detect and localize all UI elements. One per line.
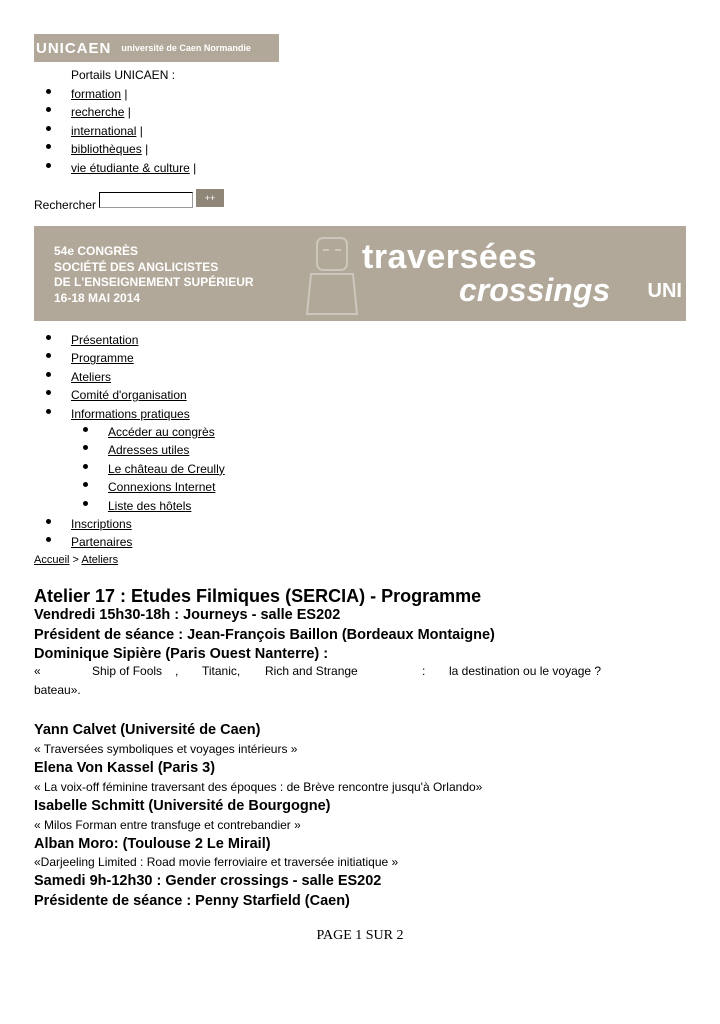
talk-title: « La voix-off féminine traversant des époques : de Brève rencontre jusqu'à Orlando» [34,780,483,794]
portal-item: bibliothèques | [57,140,196,158]
speaker-name: Elena Von Kassel (Paris 3) [34,760,216,776]
logo-text: université de Caen Normandie [121,43,251,53]
subnav-item [94,497,225,515]
portals-list [57,85,196,177]
subnav-link-hotels[interactable]: Liste des hôtels [108,498,192,513]
portal-link-formation[interactable]: formation [71,87,122,101]
congress-banner [34,226,686,321]
nav-link-presentation[interactable]: Présentation [71,333,139,347]
nav-link-inscriptions[interactable]: Inscriptions [71,517,132,531]
nav-link-comite[interactable]: Comité d'organisation [71,388,187,403]
speaker-name: Isabelle Schmitt (Université de Bourgogne) [34,798,331,814]
speaker-name: Alban Moro: (Toulouse 2 Le Mirail) [34,836,271,852]
search-input[interactable] [99,192,193,208]
search-label: Rechercher [34,198,97,212]
nav-link-informations[interactable]: Informations pratiques [71,406,190,421]
nav-item [57,405,190,423]
nav-item [57,368,190,386]
subnav-item [94,478,225,496]
breadcrumb-home[interactable]: Accueil [34,554,70,566]
subnav-link-connexions[interactable]: Connexions Internet [108,480,216,495]
nav-link-partenaires[interactable]: Partenaires [71,535,133,550]
portal-link-vie-etudiante[interactable]: vie étudiante & culture [71,160,190,175]
nav-item [57,533,132,551]
nav-item [57,515,132,533]
nav-item [57,386,190,404]
portals-label: Portails UNICAEN : [71,68,176,82]
session-president: Présidente de séance : Penny Starfield (Caen) [34,893,350,909]
session-heading: Samedi 9h-12h30 : Gender crossings - salle ES202 [34,873,382,889]
logo-mark: UNICAEN [36,39,112,57]
breadcrumb-ateliers[interactable]: Ateliers [81,554,119,566]
search-form [34,190,224,212]
subnav-link-acceder[interactable]: Accéder au congrès [108,425,215,439]
search-button[interactable]: ++ [196,189,224,207]
portal-item: vie étudiante & culture | [57,159,196,177]
speaker-name: Yann Calvet (Université de Caen) [34,722,261,738]
main-nav [57,331,190,423]
subnav-item [94,423,225,441]
session-president: Président de séance : Jean-François Baillon (Bordeaux Montaigne) [34,627,495,643]
unicaen-logo[interactable] [34,34,279,62]
session-heading: Vendredi 15h30-18h : Journeys - salle ES202 [34,607,341,623]
breadcrumb: Accueil > Ateliers [34,554,119,566]
talk-title: « Traversées symboliques et voyages intérieurs » [34,742,298,756]
statue-figure-image [299,234,364,316]
subnav-link-adresses[interactable]: Adresses utiles [108,443,190,458]
nav-item [57,349,190,367]
nav-item [57,331,190,349]
portal-link-bibliotheques[interactable]: bibliothèques [71,142,142,157]
nav-link-programme[interactable]: Programme [71,351,134,366]
subnav-item [94,460,225,478]
sub-nav [94,423,225,515]
portal-item: formation | [57,85,196,103]
talk-title-continued: bateau». [34,683,81,697]
talk-title: «Darjeeling Limited : Road movie ferroviaire et traversée initiatique » [34,855,399,869]
banner-title-crossings: crossings [459,272,611,308]
banner-caption: 54e CONGRÈS SOCIÉTÉ DES ANGLICISTES DE L'ENSEIGNEMENT SUPÉRIEUR 16-18 MAI 2014 [54,244,254,305]
page-number: PAGE 1 SUR 2 [316,928,404,943]
talk-title: « Milos Forman entre transfuge et contrebandier » [34,818,301,832]
subnav-item [94,441,225,459]
speaker-name: Dominique Sipière (Paris Ouest Nanterre) : [34,646,329,662]
subnav-link-chateau[interactable]: Le château de Creully [108,461,225,476]
portal-item: international | [57,122,196,140]
nav-link-ateliers[interactable]: Ateliers [71,369,112,384]
portal-item: recherche | [57,103,196,121]
main-nav-continued [57,515,132,552]
banner-title-traversees: traversées [362,238,538,276]
page-title: Atelier 17 : Etudes Filmiques (SERCIA) - Programme [34,586,482,606]
portal-link-international[interactable]: international [71,123,137,138]
portal-link-recherche[interactable]: recherche [71,105,125,120]
banner-uni-logo: UNI [647,280,682,302]
